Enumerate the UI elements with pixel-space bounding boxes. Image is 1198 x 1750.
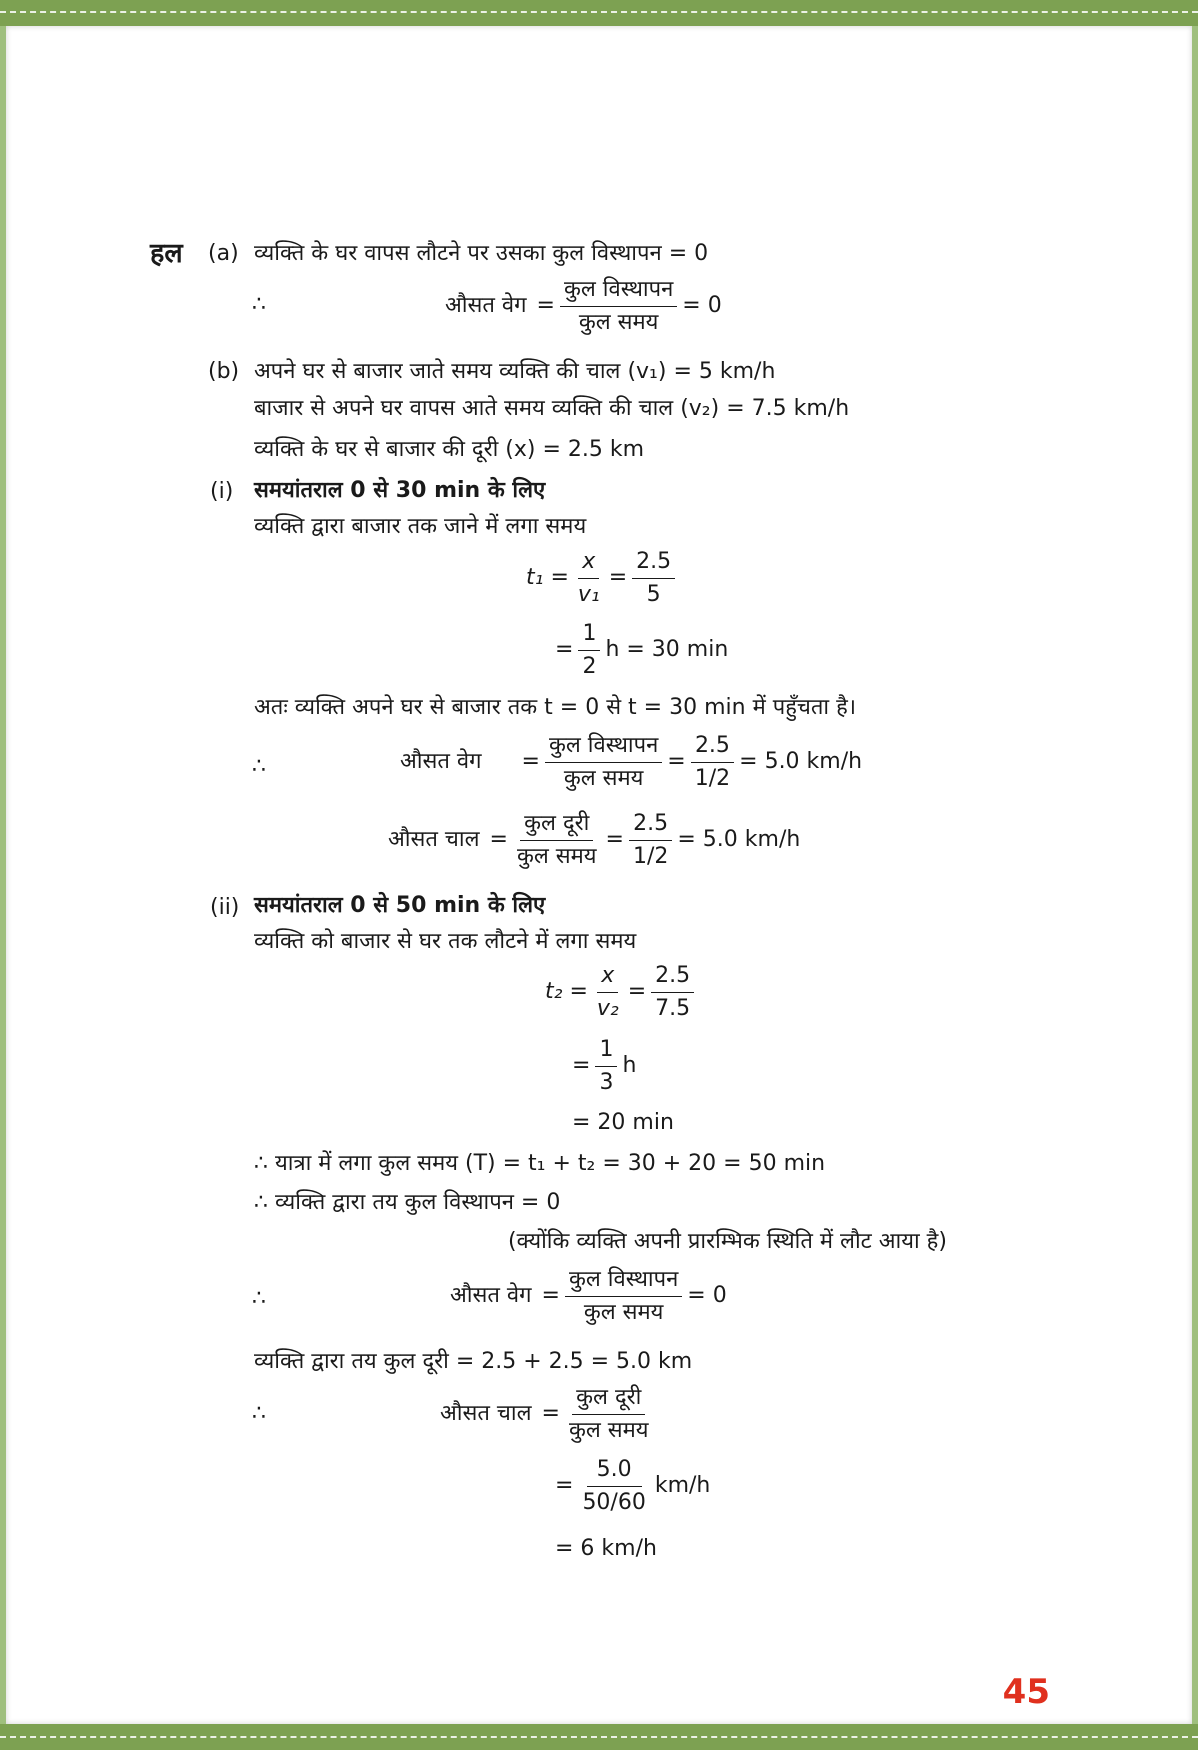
therefore-symbol: ∴ (252, 292, 266, 317)
part-i-heading: समयांतराल 0 से 30 min के लिए (254, 478, 546, 503)
t2-min: = 20 min (572, 1110, 674, 1135)
therefore-symbol: ∴ (252, 754, 266, 779)
solution-label: हल (150, 238, 183, 269)
reason-line: (क्योंकि व्यक्ति अपनी प्रारम्भिक स्थिति में लौट आया है) (508, 1229, 947, 1254)
fraction: $\frac{\text{कुल विस्थापन}}{\text{कुल समय}}$ (560, 276, 677, 336)
part-i-reach: अतः व्यक्ति अपने घर से बाजार तक t = 0 से t = 30 min में पहुँचता है। (254, 695, 857, 720)
part-ii-line1: व्यक्ति को बाजार से घर तक लौटने में लगा समय (254, 929, 637, 954)
part-i-marker: (i) (210, 479, 234, 504)
avg-speed-eq-i: औसत चाल = $\frac{\text{कुल दूरी}}{\text{कुल समय}}$ = $\frac{2.5}{1/2}$ = 5.0 km/h (388, 811, 801, 869)
part-ii-heading: समयांतराल 0 से 50 min के लिए (254, 893, 546, 918)
part-b-marker: (b) (208, 359, 240, 384)
total-time-line: ∴ यात्रा में लगा कुल समय (T) = t₁ + t₂ = 30 + 20 = 50 min (254, 1151, 826, 1176)
part-a-text: व्यक्ति के घर वापस लौटने पर उसका कुल विस्थापन = 0 (254, 241, 709, 266)
avg-velocity-eq-a: औसत वेग = $\frac{\text{कुल विस्थापन}}{\text{कुल समय}}$ = 0 (445, 277, 722, 335)
page-number: 45 (1002, 1672, 1050, 1712)
top-border (0, 0, 1198, 26)
part-b-line2: बाजार से अपने घर वापस आते समय व्यक्ति की चाल (v₂) = 7.5 km/h (254, 396, 850, 421)
t1-equation: t₁ = $\frac{x}{\text{v₁}}$ = $\frac{2.5}{5}$ (526, 548, 680, 608)
therefore-symbol: ∴ (252, 1286, 266, 1311)
avg-velocity-eq-ii: औसत वेग = $\frac{\text{कुल विस्थापन}}{\text{कुल समय}}$ = 0 (450, 1267, 727, 1325)
part-b-line1: अपने घर से बाजार जाते समय व्यक्ति की चाल (v₁) = 5 km/h (254, 359, 776, 384)
part-b-line3: व्यक्ति के घर से बाजार की दूरी (x) = 2.5 km (254, 437, 645, 462)
avg-speed-eq-ii: औसत चाल = $\frac{\text{कुल दूरी}}{\text{कुल समय}}$ (440, 1385, 649, 1443)
part-i-line1: व्यक्ति द्वारा बाजार तक जाने में लगा समय (254, 514, 587, 539)
t2-equation: t₂ = $\frac{x}{\text{v₂}}$ = $\frac{2.5}{7.5}$ (545, 962, 699, 1022)
avg-speed-value: = $\frac{5.0}{50/60}$ km/h (555, 1457, 711, 1515)
final-answer: = 6 km/h (555, 1536, 657, 1561)
therefore-symbol: ∴ (252, 1401, 266, 1426)
bottom-border (0, 1724, 1198, 1750)
t1-result: = $\frac{1}{2}$ h = 30 min (555, 621, 729, 679)
avg-velocity-label: औसत वेग (445, 292, 527, 318)
avg-velocity-eq-i: औसत वेग = $\frac{\text{कुल विस्थापन}}{\text{कुल समय}}$ = $\frac{2.5}{1/2}$ = 5.0 km/h (400, 733, 863, 791)
right-border (1192, 26, 1198, 1724)
total-disp-line: ∴ व्यक्ति द्वारा तय कुल विस्थापन = 0 (254, 1190, 561, 1215)
part-a-marker: (a) (208, 241, 239, 266)
t2-result: = $\frac{1}{3}$ h (572, 1037, 637, 1095)
part-ii-marker: (ii) (210, 895, 240, 920)
total-dist-line: व्यक्ति द्वारा तय कुल दूरी = 2.5 + 2.5 = 5.0 km (254, 1349, 693, 1374)
